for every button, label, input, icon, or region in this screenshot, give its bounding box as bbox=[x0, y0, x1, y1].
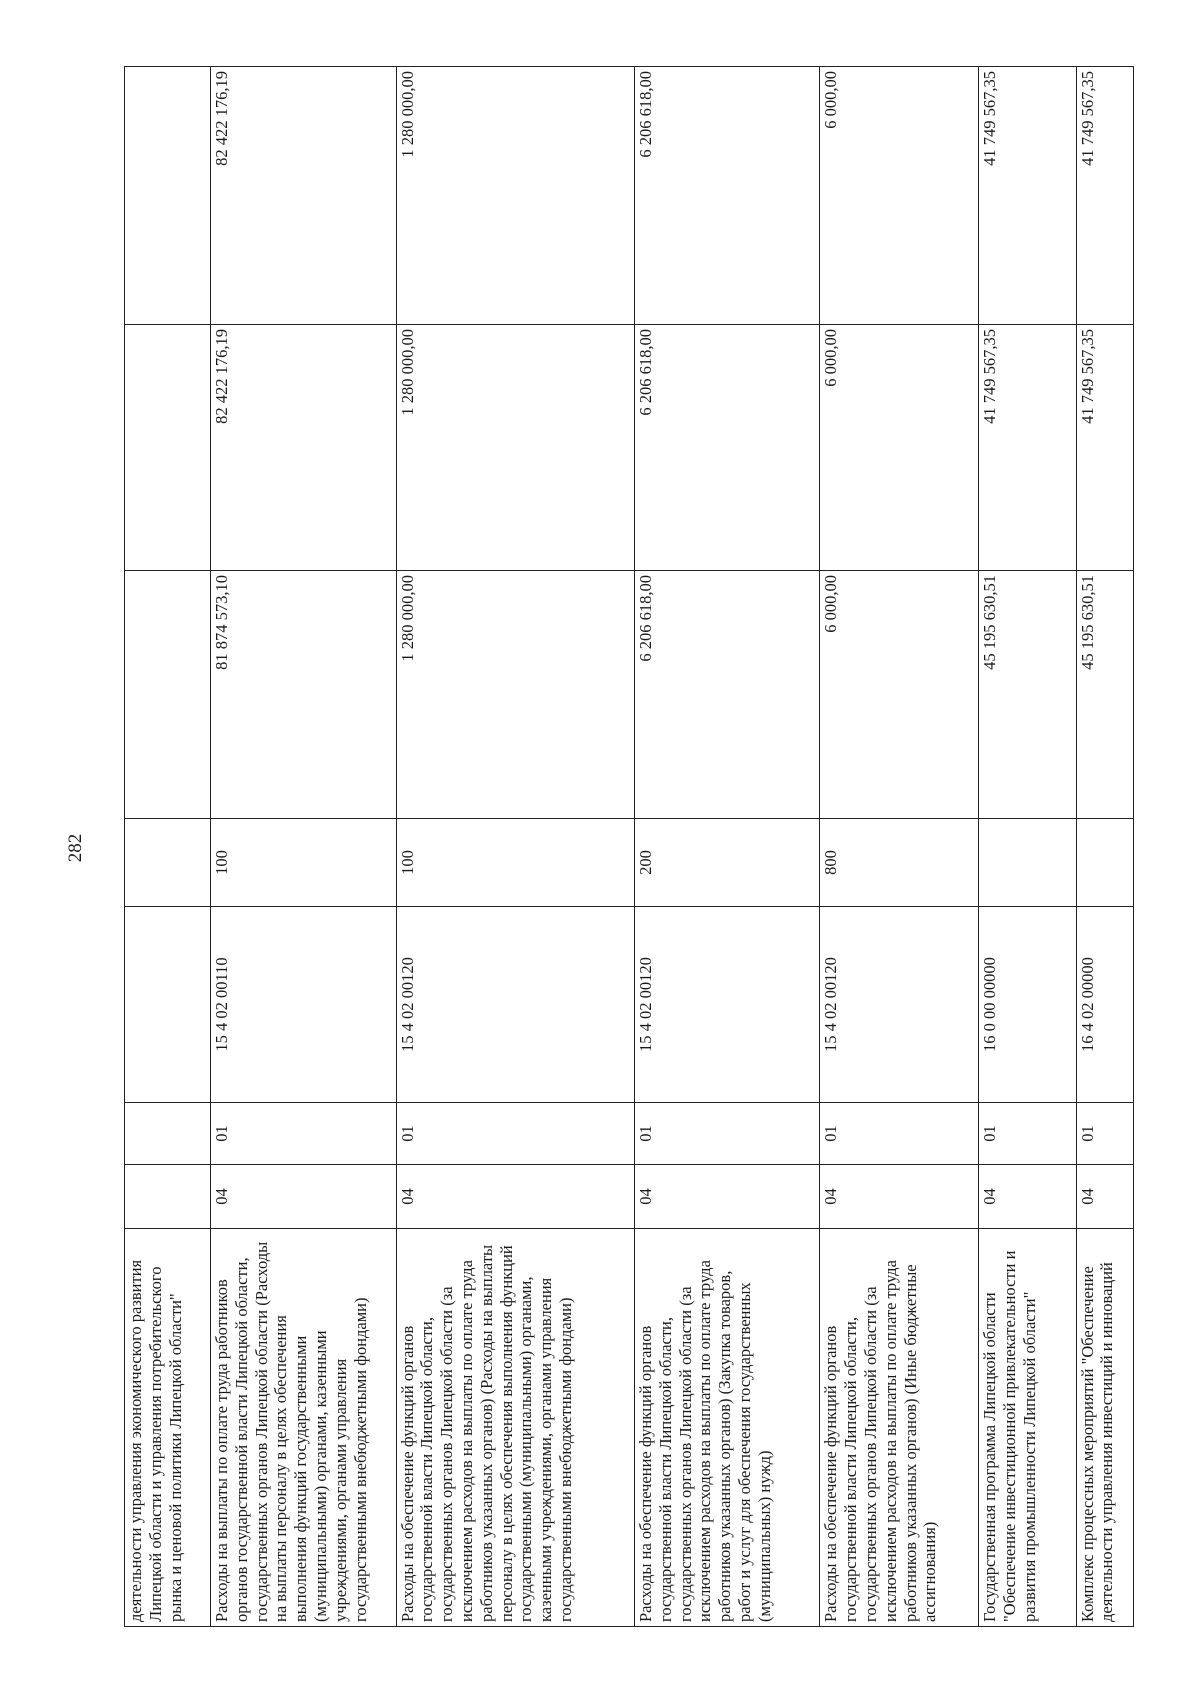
table-row bbox=[125, 67, 211, 1627]
table-row bbox=[634, 67, 819, 1627]
target-article-code: 15 4 02 00110 bbox=[211, 907, 396, 1103]
amount-year-1: 81 874 573,10 bbox=[211, 571, 396, 819]
amount-year-2: 1 280 000,00 bbox=[396, 325, 634, 571]
amount-year-1: 45 195 630,51 bbox=[1076, 571, 1133, 819]
expense-type-code: 100 bbox=[396, 819, 634, 907]
row-description: Расходы на обеспечение функций органов государственной власти Липецкой области, государственных органов Липецкой области (за исключением расходов на выплаты по оплате труда работников указанных органов) (Иные бюджетные ассигнования) bbox=[820, 1229, 979, 1627]
target-article-code bbox=[125, 907, 211, 1103]
amount-year-1 bbox=[125, 571, 211, 819]
subsection-code: 01 bbox=[820, 1103, 979, 1165]
expense-type-code bbox=[1076, 819, 1133, 907]
table-row bbox=[979, 67, 1076, 1627]
expense-type-code bbox=[125, 819, 211, 907]
section-code: 04 bbox=[979, 1165, 1076, 1229]
target-article-code: 16 4 02 00000 bbox=[1076, 907, 1133, 1103]
amount-year-2: 6 000,00 bbox=[820, 325, 979, 571]
table-row bbox=[1076, 67, 1133, 1627]
row-description: Комплекс процессных мероприятий "Обеспечение деятельности управления инвестиций и инноваций bbox=[1076, 1229, 1133, 1627]
amount-year-3: 41 749 567,35 bbox=[1076, 67, 1133, 325]
target-article-code: 16 0 00 00000 bbox=[979, 907, 1076, 1103]
target-article-code: 15 4 02 00120 bbox=[634, 907, 819, 1103]
subsection-code: 01 bbox=[1076, 1103, 1133, 1165]
amount-year-1: 6 000,00 bbox=[820, 571, 979, 819]
rotated-table-container bbox=[124, 67, 1134, 1627]
section-code bbox=[125, 1165, 211, 1229]
subsection-code bbox=[125, 1103, 211, 1165]
row-description: Расходы на выплаты по оплате труда работников органов государственной власти Липецкой области, государственных органов Липецкой области (Расходы на выплаты персоналу в целях обеспечения выполнения функций государственными (муниципальными) органами, казенными учреждениями, органами управления государственными внебюджетными фондами) bbox=[211, 1229, 396, 1627]
amount-year-2: 41 749 567,35 bbox=[1076, 325, 1133, 571]
budget-table bbox=[124, 66, 1134, 1627]
row-description: Государственная программа Липецкой области "Обеспечение инвестиционной привлекательности и развития промышленности Липецкой области" bbox=[979, 1229, 1076, 1627]
section-code: 04 bbox=[396, 1165, 634, 1229]
row-description: деятельности управления экономического развития Липецкой области и управления потребительского рынка и ценовой политики Липецкой области" bbox=[125, 1229, 211, 1627]
expense-type-code: 800 bbox=[820, 819, 979, 907]
expense-type-code: 200 bbox=[634, 819, 819, 907]
table-row bbox=[211, 67, 396, 1627]
amount-year-3: 6 000,00 bbox=[820, 67, 979, 325]
section-code: 04 bbox=[211, 1165, 396, 1229]
amount-year-1: 1 280 000,00 bbox=[396, 571, 634, 819]
amount-year-1: 6 206 618,00 bbox=[634, 571, 819, 819]
amount-year-2: 82 422 176,19 bbox=[211, 325, 396, 571]
row-description: Расходы на обеспечение функций органов государственной власти Липецкой области, государственных органов Липецкой области (за исключением расходов на выплаты по оплате труда работников указанных органов) (Закупка товаров, работ и услуг для обеспечения государственных (муниципальных) нужд) bbox=[634, 1229, 819, 1627]
amount-year-3: 1 280 000,00 bbox=[396, 67, 634, 325]
amount-year-1: 45 195 630,51 bbox=[979, 571, 1076, 819]
target-article-code: 15 4 02 00120 bbox=[820, 907, 979, 1103]
amount-year-3: 82 422 176,19 bbox=[211, 67, 396, 325]
amount-year-2 bbox=[125, 325, 211, 571]
section-code: 04 bbox=[820, 1165, 979, 1229]
amount-year-3: 41 749 567,35 bbox=[979, 67, 1076, 325]
table-row bbox=[396, 67, 634, 1627]
section-code: 04 bbox=[1076, 1165, 1133, 1229]
expense-type-code bbox=[979, 819, 1076, 907]
expense-type-code: 100 bbox=[211, 819, 396, 907]
amount-year-2: 6 206 618,00 bbox=[634, 325, 819, 571]
amount-year-3: 6 206 618,00 bbox=[634, 67, 819, 325]
amount-year-2: 41 749 567,35 bbox=[979, 325, 1076, 571]
amount-year-3 bbox=[125, 67, 211, 325]
row-description: Расходы на обеспечение функций органов государственной власти Липецкой области, государственных органов Липецкой области (за исключением расходов на выплаты по оплате труда работников указанных органов) (Расходы на выплаты персоналу в целях обеспечения выполнения функций государственными (муниципальными) органами, казенными учреждениями, органами управления государственными внебюджетными фондами) bbox=[396, 1229, 634, 1627]
subsection-code: 01 bbox=[211, 1103, 396, 1165]
target-article-code: 15 4 02 00120 bbox=[396, 907, 634, 1103]
table-row bbox=[820, 67, 979, 1627]
subsection-code: 01 bbox=[979, 1103, 1076, 1165]
subsection-code: 01 bbox=[396, 1103, 634, 1165]
subsection-code: 01 bbox=[634, 1103, 819, 1165]
section-code: 04 bbox=[634, 1165, 819, 1229]
page-number: 282 bbox=[65, 833, 86, 863]
